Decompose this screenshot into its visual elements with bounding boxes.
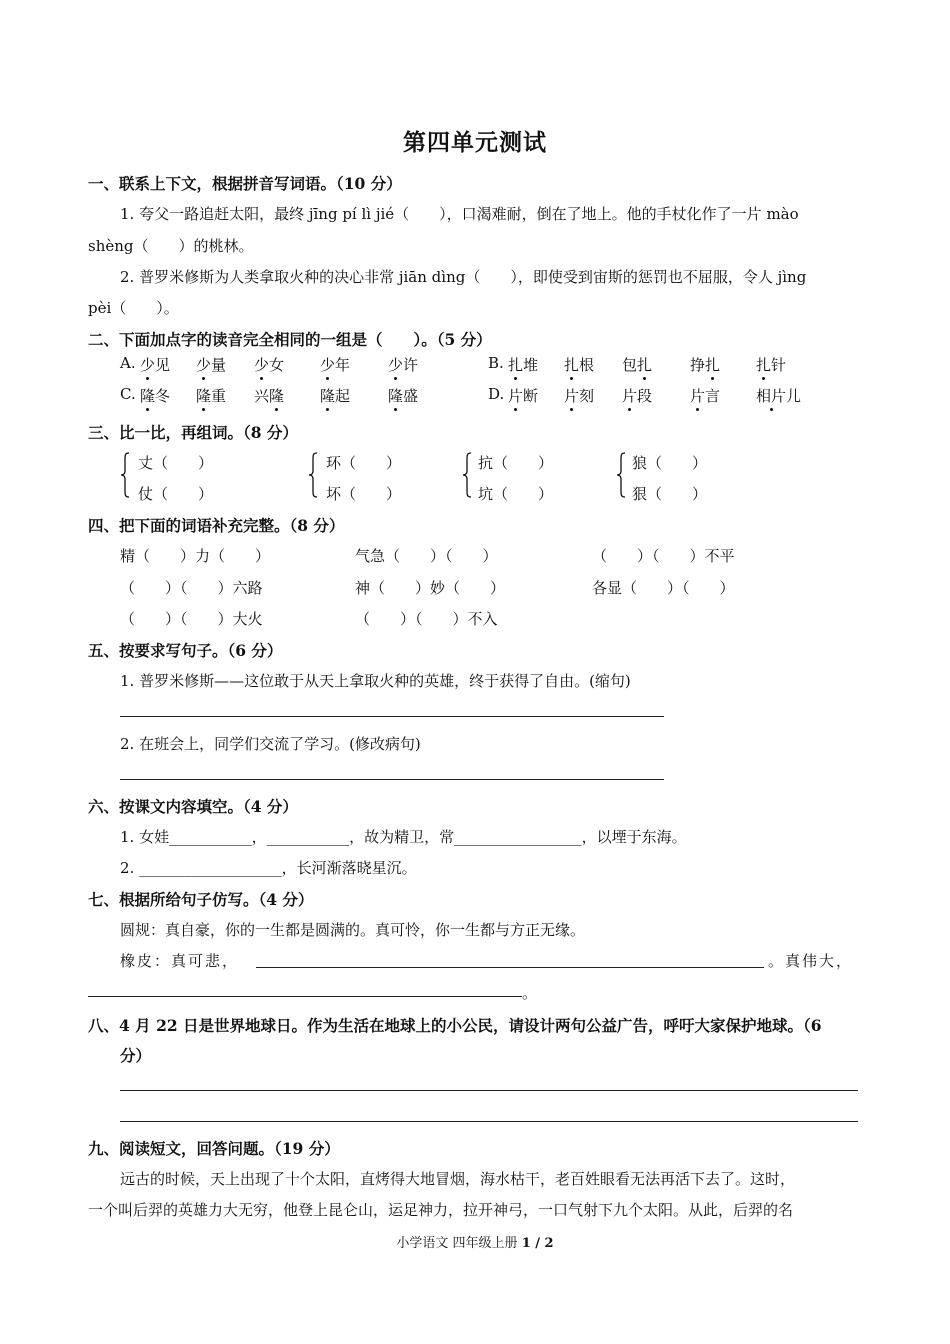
s1-q2-line1: 2. 普罗米修斯为人类拿取火种的决心非常 jiān dìng（ ），即使受到宙斯的惩罚也不屈服，令人 jìng: [120, 268, 807, 286]
section-3-heading: 三、比一比，再组词。（8 分）: [88, 423, 298, 442]
idiom-item: 气急（ ）（ ）: [355, 547, 498, 565]
s5-q2: 2. 在班会上，同学们交流了学习。(修改病句): [120, 735, 421, 753]
s1-q1-line2: shèng（ ）的桃林。: [88, 237, 254, 255]
compare-word: 狠（ ）: [632, 485, 708, 503]
option-c-label: C.: [120, 385, 136, 403]
s7-line2-end: 。: [522, 984, 538, 1002]
word-rest: 起: [335, 387, 351, 405]
word-rest: 女: [269, 356, 285, 374]
word-rest: 段: [637, 387, 653, 405]
reading-paragraph: 一个叫后羿的英雄力大无穷，他登上昆仑山，运足神力，拉开神弓，一口气射下九个太阳。从此，后羿的名: [88, 1201, 794, 1219]
word-rest: 堆: [523, 356, 539, 374]
option-d-word: [756, 385, 801, 406]
dotted-char: 扎: [705, 356, 721, 374]
idiom-item: 各显（ ）（ ）: [592, 579, 735, 597]
dotted-char: 少: [140, 356, 156, 374]
dotted-char: 片: [508, 387, 524, 405]
option-c-word: [254, 385, 284, 406]
dotted-char: 片: [690, 387, 706, 405]
idiom-item: （ ）（ ）不入: [355, 610, 498, 628]
s1-q1-line1: 1. 夸父一路追赶太阳，最终 jīng pí lì jié（ ），口渴难耐，倒在了地上。他的手杖化作了一片 mào: [120, 205, 799, 223]
word-rest: 见: [155, 356, 171, 374]
option-d-word: [564, 385, 594, 406]
answer-line: [120, 779, 664, 780]
word-rest: 年: [335, 356, 351, 374]
compare-word: 抗（ ）: [478, 454, 554, 472]
dotted-char: 片: [622, 387, 638, 405]
section-1-heading: 一、联系上下文，根据拼音写词语。（10 分）: [88, 174, 402, 193]
idiom-item: 神（ ）妙（ ）: [355, 579, 506, 597]
word-rest: 刻: [579, 387, 595, 405]
dotted-char: 扎: [637, 356, 653, 374]
dotted-char: 相片: [756, 387, 787, 405]
option-d-word: [690, 385, 720, 406]
word-rest: 冬: [155, 387, 171, 405]
compare-word: 坑（ ）: [478, 485, 554, 503]
section-9-heading: 九、阅读短文，回答问题。（19 分）: [88, 1139, 340, 1158]
section-2-heading: 二、下面加点字的读音完全相同的一组是（ ）。（5 分）: [88, 330, 492, 349]
option-d-label: D.: [488, 385, 505, 403]
option-a-word: [320, 354, 350, 375]
dotted-char: 扎: [756, 356, 772, 374]
option-b-word: [690, 354, 720, 375]
dotted-char: 扎: [564, 356, 580, 374]
section-4-heading: 四、把下面的词语补充完整。（8 分）: [88, 516, 345, 535]
option-d-word: [508, 385, 538, 406]
section-8-heading-cont: 分）: [120, 1046, 152, 1065]
brace-icon: [616, 452, 626, 498]
option-b-word: [508, 354, 538, 375]
word-rest: 重: [211, 387, 227, 405]
idiom-item: （ ）（ ）六路: [120, 579, 263, 597]
brace-icon: [308, 452, 318, 498]
section-8-heading: 八、4 月 22 日是世界地球日。作为生活在地球上的小公民，请设计两句公益广告，呼吁大家保护地球。（6: [88, 1016, 822, 1035]
dotted-char: 隆: [140, 387, 156, 405]
reading-paragraph: 远古的时候，天上出现了十个太阳，直烤得大地冒烟，海水枯干，老百姓眼看无法再活下去了。这时，: [120, 1170, 796, 1188]
idiom-item: 精（ ）力（ ）: [120, 547, 271, 565]
word-rest: 挣: [690, 356, 706, 374]
option-c-word: [140, 385, 170, 406]
compare-word: 狼（ ）: [632, 454, 708, 472]
word-rest: 盛: [403, 387, 419, 405]
word-rest: 断: [523, 387, 539, 405]
brace-icon: [120, 452, 130, 498]
option-d-word: [622, 385, 652, 406]
word-rest: 许: [403, 356, 419, 374]
s5-q1: 1. 普罗米修斯——这位敢于从天上拿取火种的英雄，终于获得了自由。(缩句): [120, 672, 631, 690]
dotted-char: 少: [196, 356, 212, 374]
section-7-heading: 七、根据所给句子仿写。（4 分）: [88, 890, 314, 909]
word-rest: 量: [211, 356, 227, 374]
s6-q1: 1. 女娃___________，___________，故为精卫，常_________________，以堙于东海。: [120, 828, 687, 846]
dotted-char: 隆: [196, 387, 212, 405]
word-rest: 针: [771, 356, 787, 374]
answer-line: [120, 716, 664, 717]
dotted-char: 隆: [388, 387, 404, 405]
dotted-char: 片: [564, 387, 580, 405]
option-a-word: [196, 354, 226, 375]
option-a-word: [140, 354, 170, 375]
page-footer: [0, 1232, 950, 1251]
option-a-word: [254, 354, 284, 375]
compare-word: 环（ ）: [326, 454, 402, 472]
s7-line1-start: 橡皮：真可悲，: [120, 952, 240, 970]
section-6-heading: 六、按课文内容填空。（4 分）: [88, 797, 298, 816]
option-b-label: B.: [488, 354, 504, 372]
dotted-char: 隆: [320, 387, 336, 405]
answer-line: [120, 1121, 858, 1122]
footer-text: 小学语文 四年级上册: [396, 1236, 522, 1251]
option-c-word: [196, 385, 226, 406]
dotted-char: 少: [388, 356, 404, 374]
brace-icon: [462, 452, 472, 498]
s6-q2: 2. ___________________，长河渐落晓星沉。: [120, 859, 417, 877]
option-a-word: [388, 354, 418, 375]
compare-word: 坏（ ）: [326, 485, 402, 503]
option-b-word: [756, 354, 786, 375]
s7-line1-end: 。真伟大，: [768, 952, 854, 970]
option-c-word: [388, 385, 418, 406]
dotted-char: 隆: [269, 387, 285, 405]
idiom-item: （ ）（ ）大火: [120, 610, 263, 628]
option-a-label: A.: [120, 354, 136, 372]
compare-word: 丈（ ）: [138, 454, 214, 472]
option-b-word: [564, 354, 594, 375]
answer-line: [88, 996, 522, 997]
dotted-char: 扎: [508, 356, 524, 374]
word-rest: 儿: [786, 387, 802, 405]
dotted-char: 少: [254, 356, 270, 374]
idiom-item: （ ）（ ）不平: [592, 547, 735, 565]
compare-word: 仗（ ）: [138, 485, 214, 503]
section-5-heading: 五、按要求写句子。（6 分）: [88, 641, 283, 660]
word-rest: 根: [579, 356, 595, 374]
s7-example: 圆规：真自豪，你的一生都是圆满的。真可怜，你一生都与方正无缘。: [120, 921, 586, 939]
answer-line: [120, 1090, 858, 1091]
s1-q2-line2: pèi（ ）。: [88, 299, 179, 317]
word-rest: 包: [622, 356, 638, 374]
dotted-char: 少: [320, 356, 336, 374]
page-number: 1 / 2: [521, 1236, 554, 1251]
option-b-word: [622, 354, 652, 375]
option-c-word: [320, 385, 350, 406]
answer-line: [256, 967, 764, 968]
page-title: 第四单元测试: [403, 129, 547, 156]
word-rest: 兴: [254, 387, 270, 405]
word-rest: 言: [705, 387, 721, 405]
